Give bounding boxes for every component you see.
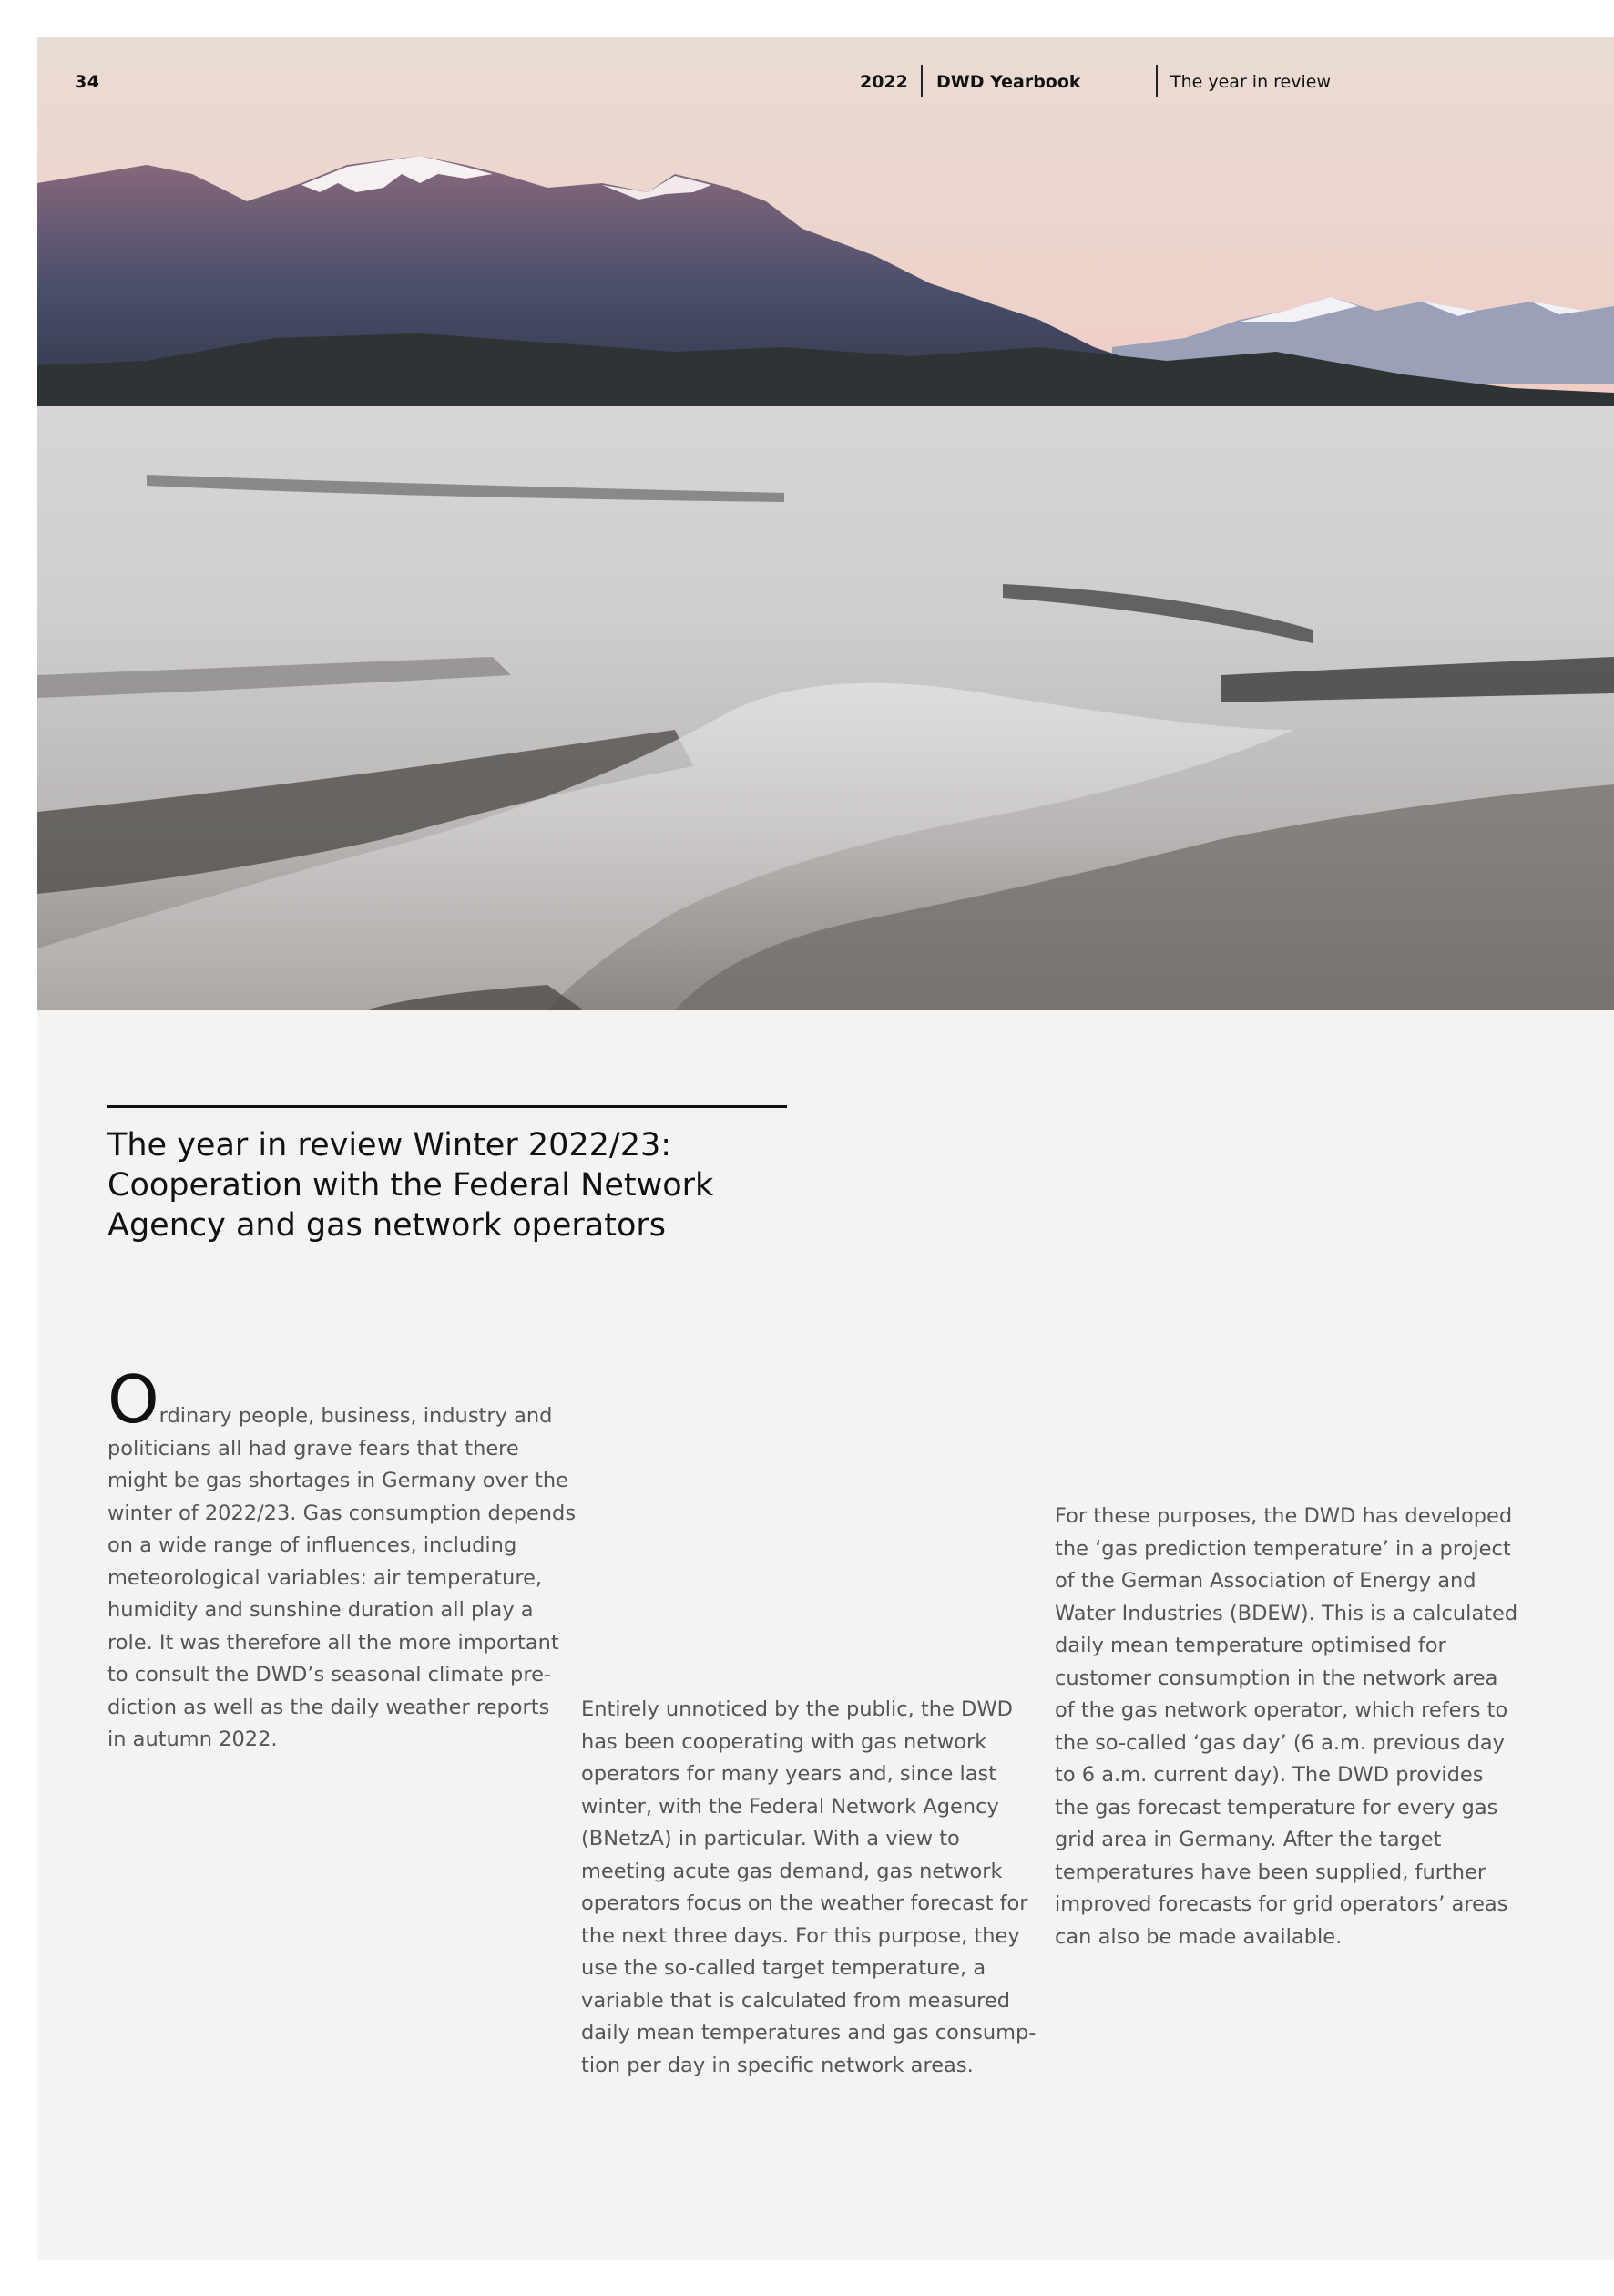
body-line: to consult the DWD’s seasonal climate pre- — [107, 1663, 552, 1686]
body-line: the gas forecast temperature for every gas — [1055, 1795, 1498, 1819]
body-line: winter of 2022/23. Gas consumption depends — [107, 1501, 577, 1525]
hero-landscape-photo — [37, 37, 1614, 1010]
page-header — [37, 37, 1614, 110]
body-line: diction as well as the daily weather reports — [107, 1695, 550, 1719]
body-line: role. It was therefore all the more important — [107, 1630, 559, 1655]
body-line: grid area in Germany. After the target — [1055, 1828, 1442, 1851]
body-column-1 — [107, 1361, 577, 1757]
body-line: of the German Association of Energy and — [1055, 1569, 1476, 1593]
body-column-2 — [581, 1694, 1037, 2082]
body-line: of the gas network operator, which refers to — [1055, 1698, 1508, 1722]
body-line: the ‘gas prediction temperature’ in a project — [1055, 1536, 1511, 1561]
body-line: operators for many years and, since last — [581, 1762, 997, 1786]
article-title-line: Agency and gas network operators — [107, 1207, 666, 1244]
body-line: has been cooperating with gas network — [581, 1729, 987, 1754]
article-title — [107, 1125, 800, 1245]
body-line: tion per day in specific network areas. — [581, 2053, 974, 2077]
body-line: winter, with the Federal Network Agency — [581, 1794, 999, 1819]
page-number: 34 — [75, 72, 100, 92]
body-line: (BNetzA) in particular. With a view to — [581, 1827, 960, 1850]
header-year: 2022 — [860, 72, 908, 92]
body-column-3 — [1055, 1501, 1518, 1953]
body-line: on a wide range of influences, including — [107, 1533, 517, 1557]
body-line: daily mean temperature optimised for — [1055, 1634, 1446, 1657]
body-line: temperatures have been supplied, further — [1055, 1860, 1486, 1884]
body-line: Entirely unnoticed by the public, the DWD — [581, 1697, 1013, 1721]
body-line: might be gas shortages in Germany over the — [107, 1469, 568, 1492]
body-line: in autumn 2022. — [107, 1727, 278, 1751]
header-divider — [921, 65, 923, 97]
body-line: variable that is calculated from measured — [581, 1988, 1010, 2013]
body-line: humidity and sunshine duration all play a — [107, 1598, 534, 1622]
landscape-photo-icon — [37, 37, 1614, 1010]
drop-cap: O — [107, 1361, 159, 1438]
title-rule — [107, 1105, 787, 1108]
body-line: customer consumption in the network area — [1055, 1666, 1498, 1690]
body-line: the so-called ‘gas day’ (6 a.m. previous day — [1055, 1730, 1505, 1755]
body-line: to 6 a.m. current day). The DWD provides — [1055, 1763, 1484, 1787]
header-divider — [1156, 65, 1158, 97]
article-title-line: Cooperation with the Federal Network — [107, 1167, 714, 1204]
page — [37, 37, 1614, 2260]
body-line: can also be made available. — [1055, 1924, 1343, 1949]
body-line: daily mean temperatures and gas consump- — [581, 2021, 1037, 2045]
body-line: Water Industries (BDEW). This is a calculated — [1055, 1601, 1518, 1625]
body-line: politicians all had grave fears that there — [107, 1436, 519, 1461]
header-section-name: The year in review — [1170, 72, 1332, 92]
header-publication-title: DWD Yearbook — [936, 72, 1081, 92]
body-line: operators focus on the weather forecast for — [581, 1891, 1028, 1915]
body-line: For these purposes, the DWD has developed — [1055, 1504, 1513, 1528]
body-line: the next three days. For this purpose, they — [581, 1923, 1020, 1948]
body-line-text: rdinary people, business, industry and — [158, 1404, 553, 1428]
body-line: use the so-called target temperature, a — [581, 1956, 986, 1980]
body-line: meteorological variables: air temperature, — [107, 1565, 543, 1590]
body-line: meeting acute gas demand, gas network — [581, 1859, 1003, 1883]
article-title-line: The year in review Winter 2022/23: — [107, 1127, 672, 1163]
body-line — [107, 1361, 559, 1438]
body-line: improved forecasts for grid operators’ areas — [1055, 1892, 1508, 1916]
